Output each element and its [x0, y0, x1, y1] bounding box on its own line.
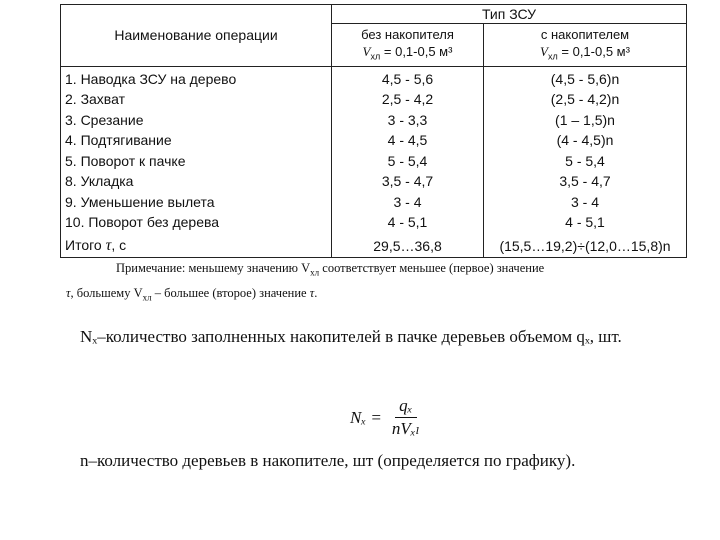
- formula-denominator: nVₓₗ: [391, 419, 420, 438]
- value-cell: 3 - 4: [393, 193, 422, 210]
- value-cell: 3 - 4: [571, 193, 600, 210]
- value-cell: (4 - 4,5)n: [556, 132, 614, 149]
- formula-lhs: Nₓ =: [350, 407, 382, 427]
- operations-list: [61, 66, 332, 235]
- value-cell: 2,5 - 4,2: [381, 91, 434, 108]
- formula-fraction: [388, 396, 424, 439]
- operations-table: [60, 4, 687, 258]
- value-cell: 3 - 3,3: [387, 111, 428, 128]
- values-without-accumulator: [332, 66, 484, 235]
- definition-n: n–количество деревьев в накопителе, шт (определяется по графику).: [80, 451, 576, 470]
- header-col-without-accumulator: без накопителя $V_{хл} = 0,1-0,5$ м³: [332, 24, 484, 67]
- total-label: Итого τ, c: [61, 235, 332, 258]
- value-cell: 4 - 4,5: [387, 132, 428, 149]
- formula-numerator: qₓ: [395, 396, 416, 418]
- total-without-accumulator: 29,5…36,8: [332, 235, 484, 258]
- op-row: 9. Уменьшение вылета: [65, 193, 215, 210]
- op-row: 4. Подтягивание: [65, 132, 172, 149]
- header-col-with-accumulator: с накопителем $V_{хл} = 0,1-0,5$ м³: [484, 24, 687, 67]
- value-cell: 4,5 - 5,6: [381, 70, 434, 87]
- value-cell: 3,5 - 4,7: [559, 173, 611, 190]
- table-note: Примечание: меньшему значению $V_{хл}$ соответствует меньшее (первое) значение τ, большему $V_{хл}$ – большее (второе) значение τ.: [66, 261, 545, 302]
- definition-nx: Nₓ–количество заполненных накопителей в пачке деревьев объемом qₓ, шт.: [80, 327, 622, 346]
- header-col1-volume: $V_{хл} = 0,1-0,5$ м³: [362, 44, 453, 62]
- values-with-accumulator: [484, 66, 687, 235]
- header-type: Тип ЗСУ: [332, 5, 687, 24]
- formula-nx: [350, 396, 424, 439]
- op-row: 1. Наводка ЗСУ на дерево: [65, 70, 237, 87]
- tau-symbol: τ: [66, 285, 71, 300]
- op-row: 3. Срезание: [65, 111, 144, 128]
- op-row: 2. Захват: [65, 91, 125, 108]
- op-row: 10. Поворот без дерева: [65, 214, 220, 231]
- op-row: 5. Поворот к пачке: [65, 152, 186, 169]
- header-operations: Наименование операции: [61, 5, 332, 67]
- value-cell: 4 - 5,1: [565, 214, 605, 231]
- total-with-accumulator: (15,5…19,2)÷(12,0…15,8)n: [484, 235, 687, 258]
- header-col2-volume: $V_{хл} = 0,1-0,5$ м³: [540, 44, 630, 62]
- tau-symbol: τ: [105, 237, 112, 254]
- value-cell: (1 – 1,5)n: [555, 111, 615, 128]
- op-row: 8. Укладка: [65, 173, 134, 190]
- value-cell: 3,5 - 4,7: [381, 173, 434, 190]
- value-cell: 5 - 5,4: [565, 152, 605, 169]
- value-cell: (2,5 - 4,2)n: [550, 91, 620, 108]
- value-cell: (4,5 - 5,6)n: [550, 70, 620, 87]
- value-cell: 4 - 5,1: [387, 214, 428, 231]
- value-cell: 5 - 5,4: [387, 152, 428, 169]
